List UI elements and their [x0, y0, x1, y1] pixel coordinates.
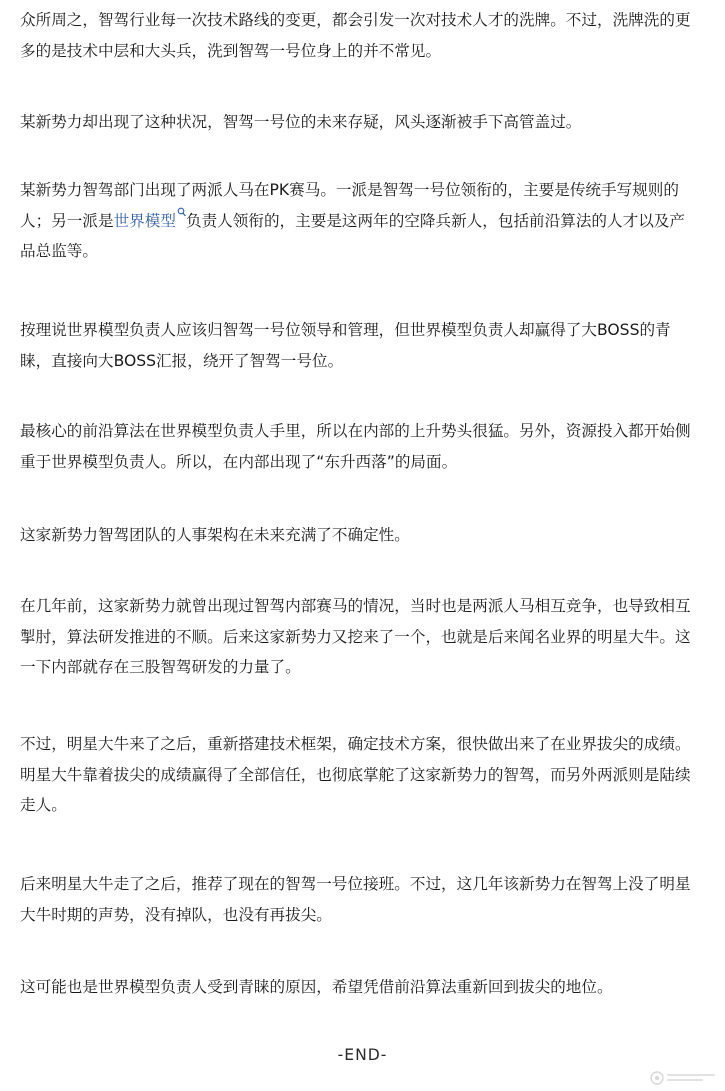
paragraph-9: 后来明星大牛走了之后，推荐了现在的智驾一号位接班。不过，这几年该新势力在智驾上没了明星大牛时期的声势，没有掉队，也没有再拔尖。 — [20, 875, 691, 924]
paragraph-7: 在几年前，这家新势力就曾出现过智驾内部赛马的情况，当时也是两派人马相互竞争，也导致相互掣肘，算法研发推进的不顺。后来这家新势力又挖来了一个，也就是后来闻名业界的明星大牛。这一下内部就存在三股智驾研发的力量了。 — [20, 597, 691, 676]
end-mark: -END- — [337, 1046, 388, 1064]
paragraph-5: 最核心的前沿算法在世界模型负责人手里，所以在内部的上升势头很猛。另外，资源投入都开始侧重于世界模型负责人。所以，在内部出现了“东升西落”的局面。 — [20, 422, 691, 471]
paragraph-1: 众所周之，智驾行业每一次技术路线的变更，都会引发一次对技术人才的洗牌。不过，洗牌洗的更多的是技术中层和大头兵，洗到智驾一号位身上的并不常见。 — [20, 11, 691, 60]
paragraph-8: 不过，明星大牛来了之后，重新搭建技术框架，确定技术方案，很快做出来了在业界拔尖的成绩。明星大牛靠着拔尖的成绩赢得了全部信任，也彻底掌舵了这家新势力的智驾，而另外两派则是陆续走人。 — [20, 735, 691, 814]
world-model-link[interactable] — [114, 212, 186, 230]
world-model-link-label: 世界模型 — [113, 211, 176, 230]
paragraph-4: 按理说世界模型负责人应该归智驾一号位领导和管理，但世界模型负责人却赢得了大BOSS的青睐，直接向大BOSS汇报，绕开了智驾一号位。 — [20, 321, 671, 370]
paragraph-3-text-before: 某新势力智驾部门出现了两派人马在PK赛马。一派是智驾一号位领衔的，主要是传统手写规则的人；另一派是 — [20, 181, 679, 230]
paragraph-2: 某新势力却出现了这种状况，智驾一号位的未来存疑，风头逐渐被手下高管盖过。 — [20, 113, 582, 131]
paragraph-3 — [20, 175, 696, 267]
paragraph-3-text-after: 负责人领衔的，主要是这两年的空降兵新人，包括前沿算法的人才以及产品总监等。 — [20, 211, 685, 260]
search-icon[interactable] — [177, 207, 186, 219]
paragraph-10: 这可能也是世界模型负责人受到青睐的原因，希望凭借前沿算法重新回到拔尖的地位。 — [20, 978, 613, 996]
paragraph-6: 这家新势力智驾团队的人事架构在未来充满了不确定性。 — [20, 526, 410, 544]
watermark-logo — [649, 1069, 719, 1085]
